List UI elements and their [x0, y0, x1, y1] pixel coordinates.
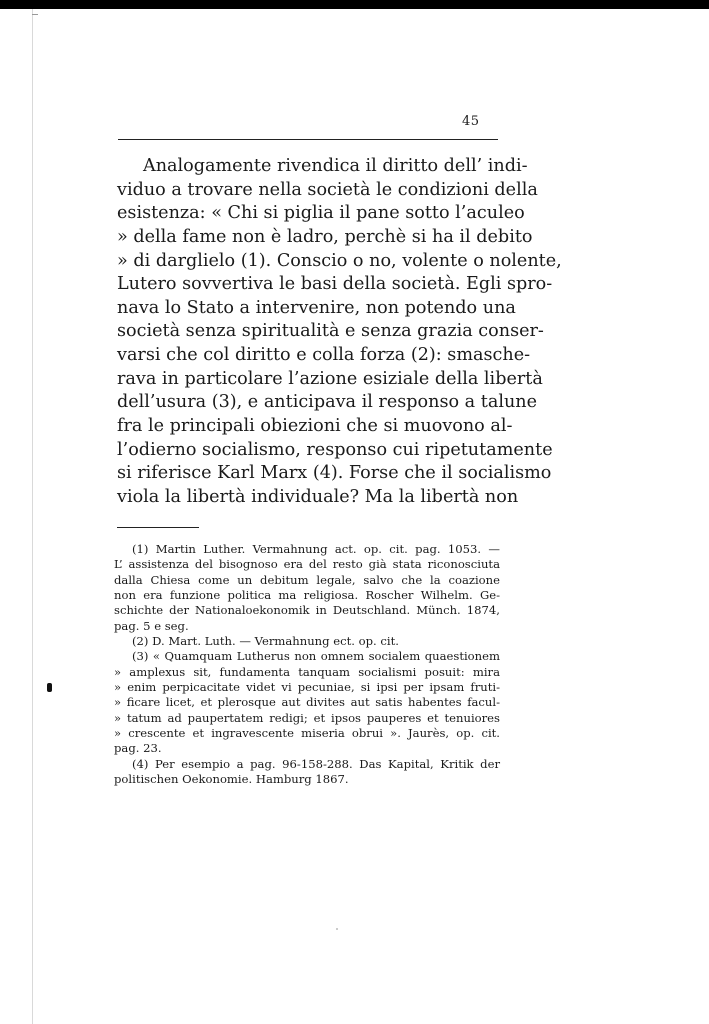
body-line: si riferisce Karl Marx (4). Forse che il socialismo — [117, 463, 552, 484]
body-line: Lutero sovvertiva le basi della società. Egli spro- — [117, 274, 553, 295]
footnote-line: » enim perpicacitate videt vi pecuniae, si ipsi per ipsam fruti- — [114, 680, 500, 695]
footnote-line: dalla Chiesa come un debitum legale, salvo che la coazione — [114, 572, 500, 587]
body-line: varsi che col diritto e colla forza (2): smasche- — [117, 345, 531, 366]
footnote-line: (4) Per esempio a pag. 96-158-288. Das Kapital, Kritik der — [132, 756, 500, 771]
body-line: società senza spiritualità e senza grazia conser- — [117, 321, 544, 342]
footnote-line: » ficare licet, et plerosque aut divites aut satis habentes facul- — [114, 695, 500, 710]
footnote-line: » crescente et ingravescente miseria obrui ». Jaurès, op. cit. — [114, 726, 500, 741]
body-line: rava in particolare l’azione esiziale della libertà — [117, 368, 543, 389]
footnote-rule — [117, 527, 199, 528]
body-paragraph — [117, 155, 562, 510]
footnote-line: (1) Martin Luther. Vermahnung act. op. cit. pag. 1053. — — [132, 542, 500, 556]
scan-top-border — [0, 0, 709, 9]
body-line: fra le principali obiezioni che si muovono al- — [117, 416, 513, 437]
footnote-line: pag. 5 e seg. — [114, 618, 189, 633]
footnote-line: » amplexus sit, fundamenta tanquam socialismi posuit: mira — [114, 664, 500, 679]
page-left-edge — [32, 9, 33, 1024]
body-line: dell’usura (3), e anticipava il responso a talune — [117, 392, 538, 413]
footnote-line: L’ assistenza del bisognoso era del resto già stata riconosciuta — [114, 557, 500, 572]
body-line: esistenza: « Chi si piglia il pane sotto l’aculeo — [117, 203, 525, 224]
footnotes — [114, 542, 500, 788]
footnote-line: schichte der Nationaloekonomik in Deutschland. Münch. 1874, — [114, 603, 500, 618]
page-edge-mark — [32, 14, 38, 15]
paper-speck — [336, 928, 338, 930]
body-line: Analogamente rivendica il diritto dell’ indi- — [143, 156, 528, 176]
footnote-line: non era funzione politica ma religiosa. Roscher Wilhelm. Ge- — [114, 588, 500, 603]
body-line: viola la libertà individuale? Ma la libertà non — [117, 486, 519, 507]
body-line: » di darglielo (1). Conscio o no, volente o nolente, — [117, 250, 562, 271]
header-rule — [118, 139, 498, 140]
body-line: viduo a trovare nella società le condizioni della — [117, 179, 538, 200]
footnote-line: pag. 23. — [114, 741, 162, 756]
footnote-line: (2) D. Mart. Luth. — Vermahnung ect. op. cit. — [132, 634, 399, 649]
margin-ink-mark — [47, 683, 52, 692]
footnote-line: politischen Oekonomie. Hamburg 1867. — [114, 772, 349, 787]
footnote-line: (3) « Quamquam Lutherus non omnem socialem quaestionem — [132, 649, 500, 664]
body-line: » della fame non è ladro, perchè si ha il debito — [117, 226, 533, 247]
page-number: 45 — [462, 114, 480, 129]
footnote-line: » tatum ad paupertatem redigi; et ipsos pauperes et tenuiores — [114, 710, 500, 725]
body-line: nava lo Stato a intervenire, non potendo una — [117, 297, 516, 318]
body-line: l’odierno socialismo, responso cui ripetutamente — [117, 439, 553, 460]
